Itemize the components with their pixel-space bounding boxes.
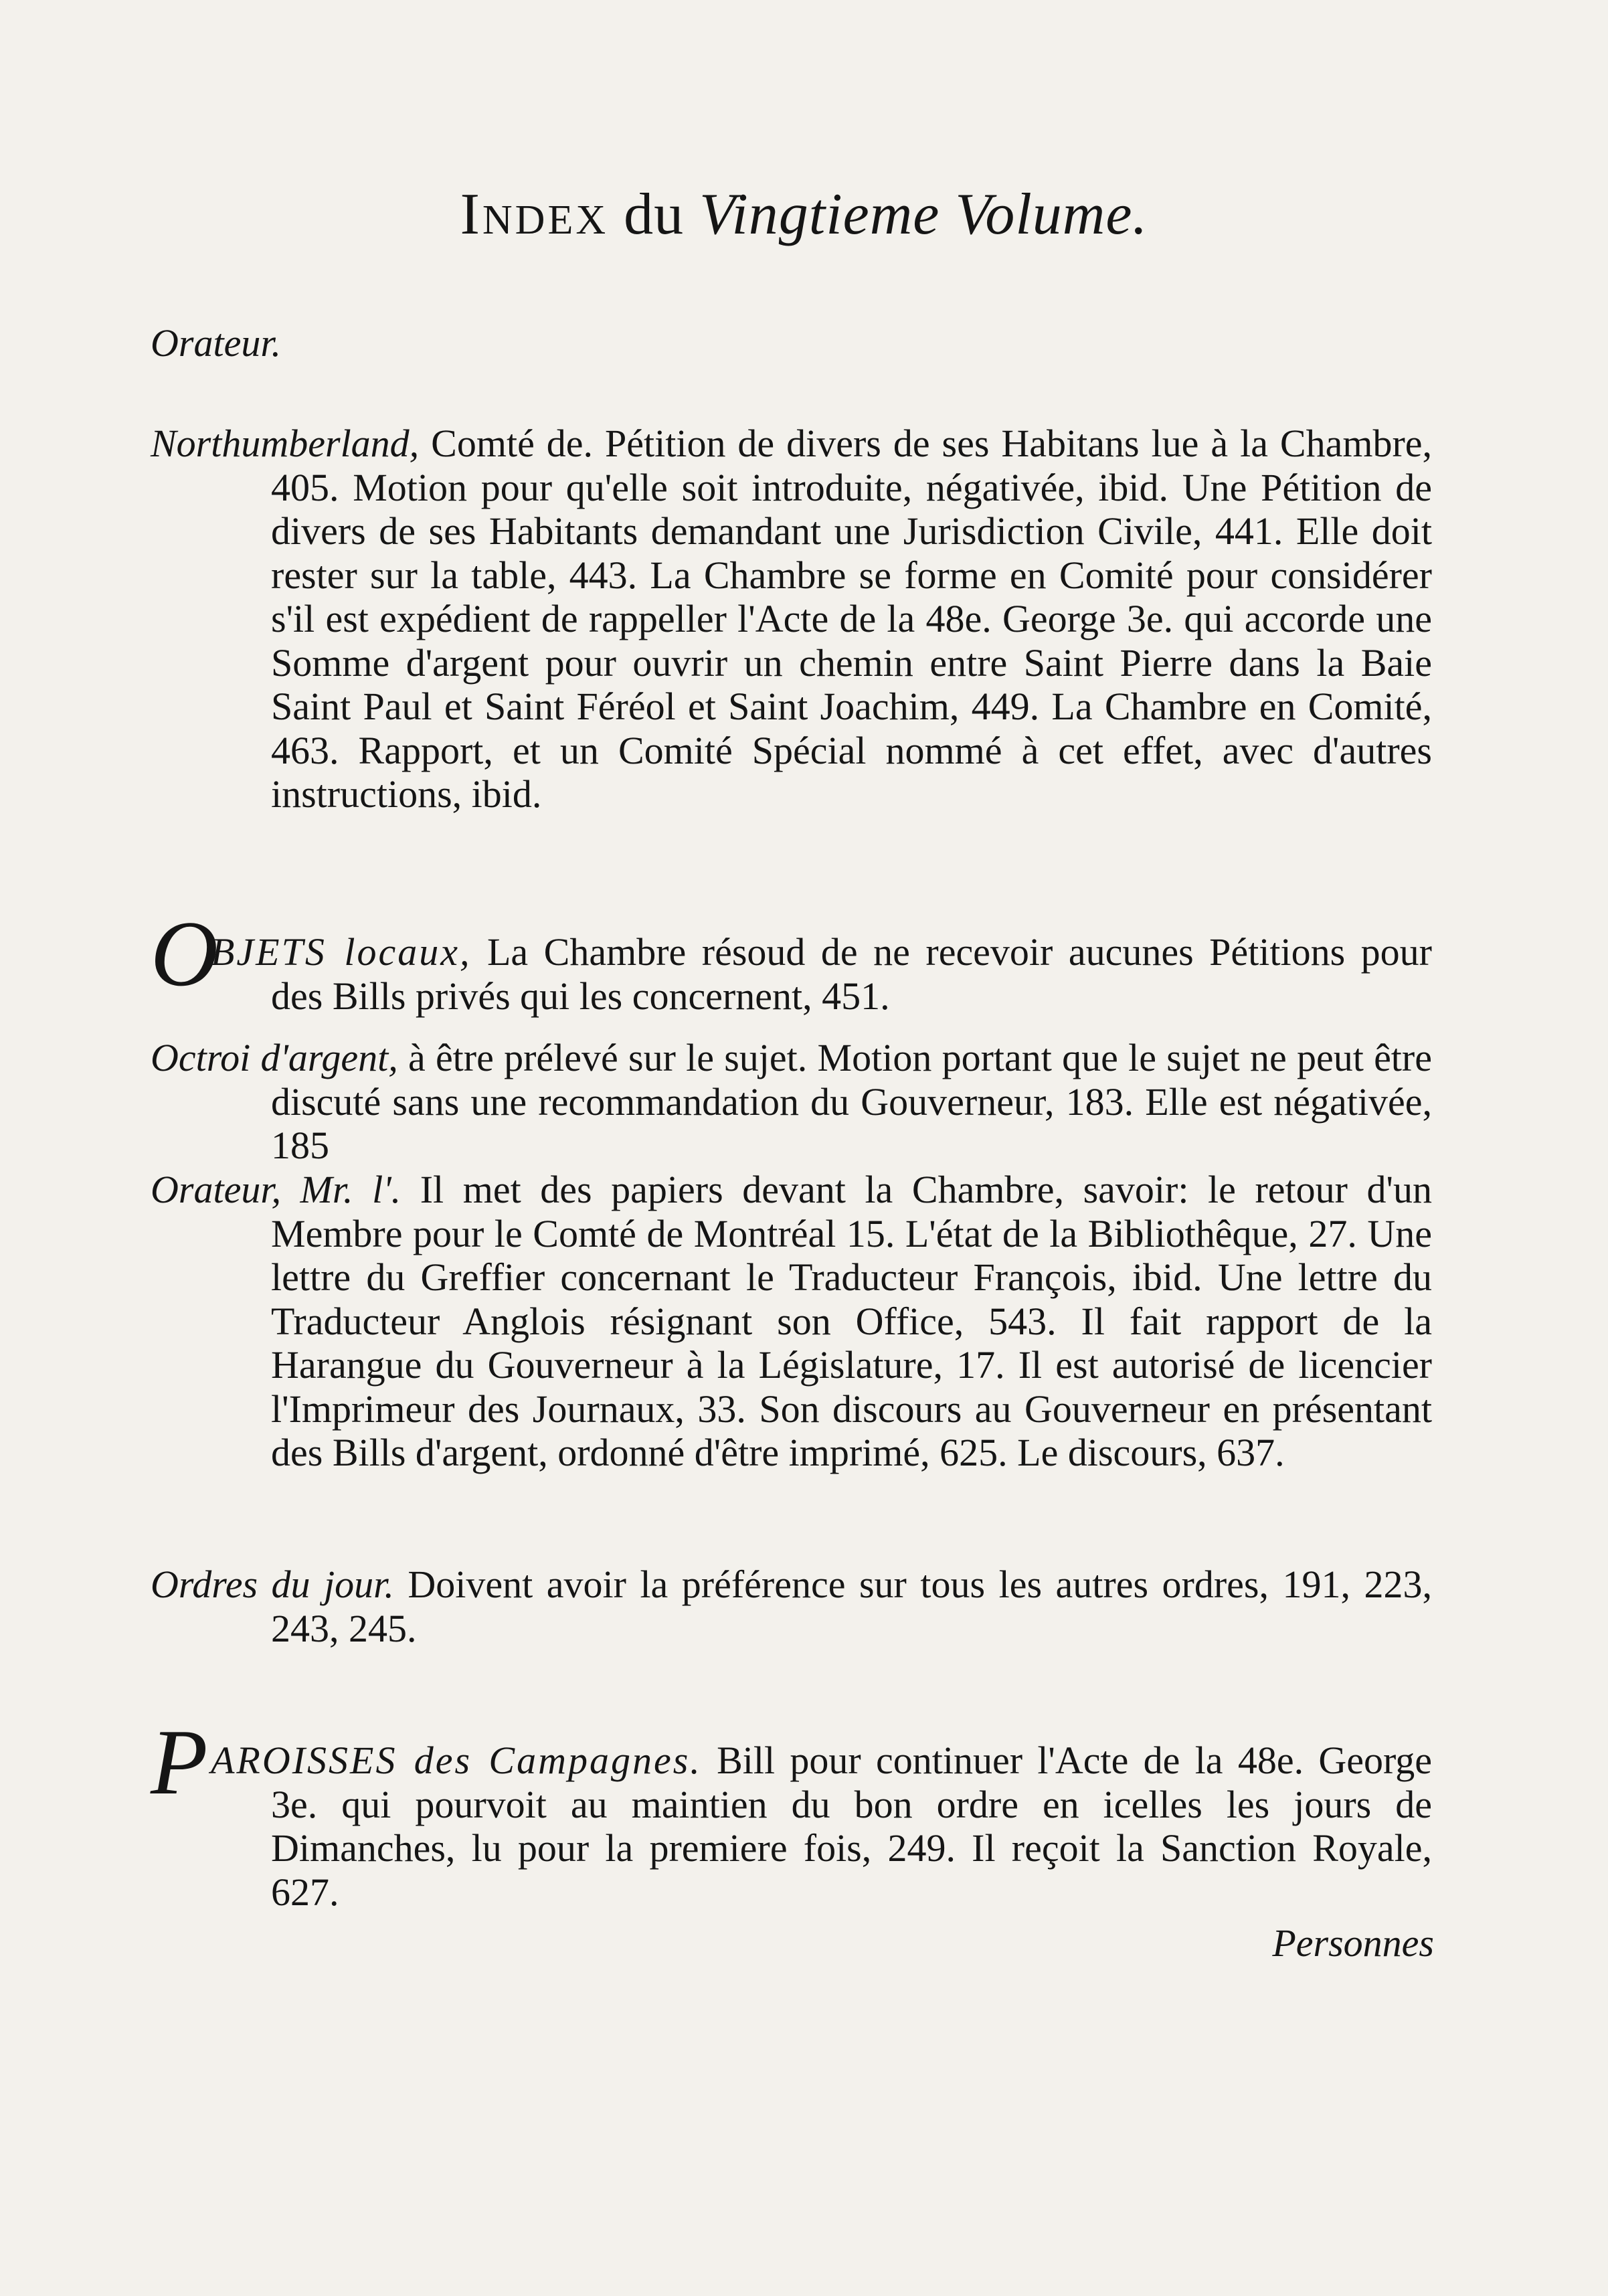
index-entry-octroi	[151, 1036, 1432, 1168]
catchword: Personnes	[1272, 1921, 1434, 1965]
drop-cap-p: P	[151, 1710, 208, 1814]
title-prefix: Index	[460, 182, 609, 247]
entry-head: Orateur.	[151, 321, 281, 365]
title-volume: Vingtieme Volume.	[699, 182, 1148, 247]
entry-head: Ordres du jour.	[151, 1563, 394, 1606]
entry-text: Il met des papiers devant la Chambre, savoir: le retour d'un Membre pour le Comté de Montréal 15. L'état de la Bibliothêque, 27. Une lettre du Greffier concernant le Traducteur François, ibid. Une lettre du Traducteur Anglois résignant son Office, 543. Il fait rapport de la Harangue du Gouverneur à la Législature, 17. Il est autorisé de licencier l'Imprimeur des Journaux, 33. Son discours au Gouverneur en présentant des Bills d'argent, ordonné d'être imprimé, 625. Le discours, 637.	[271, 1168, 1432, 1474]
index-entry-orateur	[151, 1168, 1432, 1475]
index-entry-northumberland	[151, 422, 1432, 816]
entry-text: à être prélevé sur le sujet. Motion portant que le sujet ne peut être discuté sans une recommandation du Gouverneur, 183. Elle est négativée, 185	[271, 1036, 1432, 1167]
entry-text: La Chambre résoud de ne recevoir aucunes Pétitions pour des Bills privés qui les concernent, 451.	[271, 930, 1433, 1018]
entry-head: AROISSES des Campagnes.	[211, 1739, 702, 1782]
drop-cap-o: O	[151, 902, 219, 1006]
entry-text: Comté de. Pétition de divers de ses Habitans lue à la Chambre, 405. Motion pour qu'elle soit introduite, négativée, ibid. Une Pétition de divers de ses Habitants demandant une Jurisdiction Civile, 441. Elle doit rester sur la table, 443. La Chambre se forme en Comité pour considérer s'il est expédient de rappeller l'Acte de la 48e. George 3e. qui accorde une Somme d'argent pour ouvrir un chemin entre Saint Pierre dans la Baie Saint Paul et Saint Féréol et Saint Joachim, 449. La Chambre en Comité, 463. Rapport, et un Comité Spécial nommé à cet effet, avec d'autres instructions, ibid.	[271, 422, 1433, 816]
page-title	[0, 181, 1608, 248]
entry-head: Orateur, Mr. l'.	[151, 1168, 401, 1211]
title-du: du	[624, 182, 685, 247]
entry-text: Bill pour continuer l'Acte de la 48e. George 3e. qui pourvoit au maintien du bon ordre en icelles les jours de Dimanches, lu pour la premiere fois, 249. Il reçoit la Sanction Royale, 627.	[271, 1739, 1433, 1914]
entry-head: BJETS locaux,	[211, 930, 472, 974]
index-entry-objets-locaux	[151, 902, 1433, 1018]
index-entry-orateur-cont	[151, 321, 1432, 365]
index-entry-paroisses	[151, 1710, 1433, 1914]
index-entry-ordres-du-jour	[151, 1563, 1432, 1650]
entry-head: Northumberland,	[151, 422, 420, 465]
entry-head: Octroi d'argent,	[151, 1036, 398, 1079]
entry-text: Doivent avoir la préférence sur tous les autres ordres, 191, 223, 243, 245.	[271, 1563, 1433, 1650]
